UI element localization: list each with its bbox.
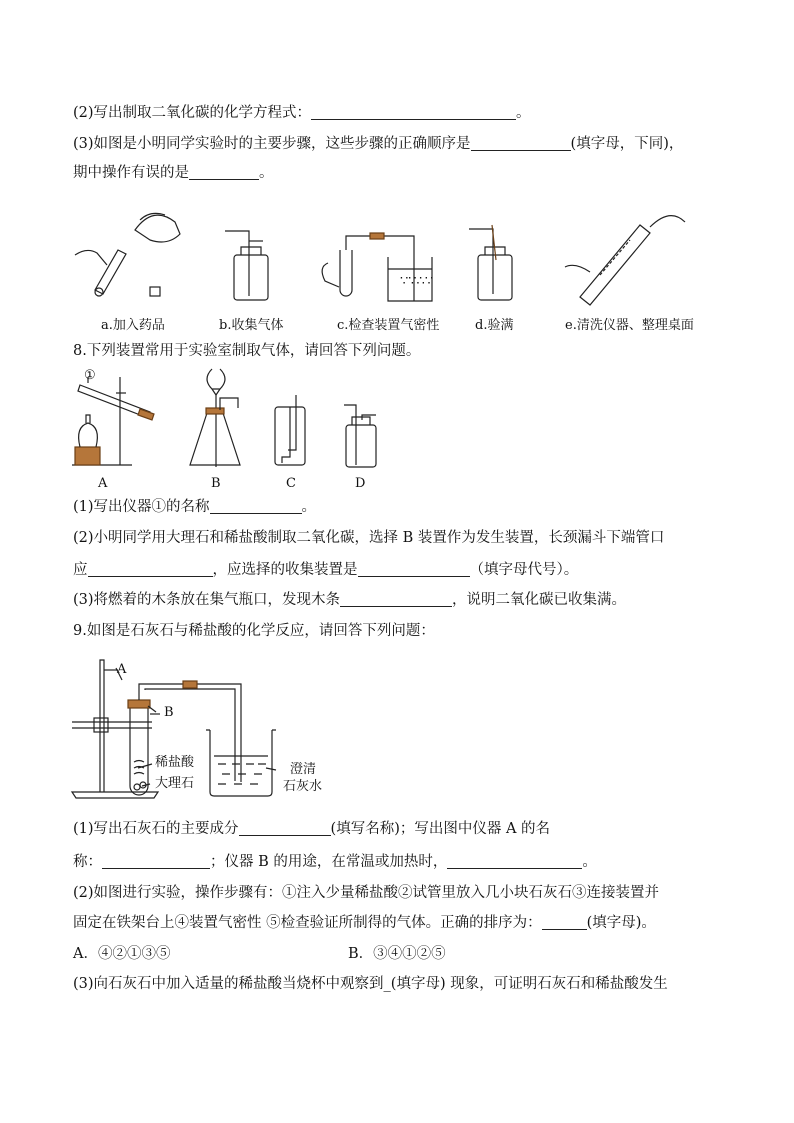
q8-q2b: 应 ，应选择的收集装置是 （填字母代号）。: [73, 562, 579, 578]
q9-q2: (2)如图进行实验，操作步骤有：①注入少量稀盐酸②试管里放入几小块石灰石③连接装置并: [73, 885, 660, 901]
label-b: B: [211, 476, 221, 491]
apparatus-d: [344, 405, 376, 467]
step-caption-a: a.加入药品: [101, 318, 165, 333]
answer-blank-q9-2[interactable]: [542, 914, 587, 930]
fig-label-limewater: 石灰水: [283, 779, 323, 794]
answer-blank-q8-1[interactable]: [210, 498, 302, 514]
label-c: C: [286, 476, 296, 491]
q9-q2b: 固定在铁架台上④装置气密性 ⑤检查验证所制得的气体。正确的排序为： (填字母)。: [73, 915, 656, 931]
step-e-drawing: [565, 216, 685, 305]
step-caption-c: c.检查装置气密性: [337, 318, 440, 333]
q7-line-3b: 期中操作有误的是 。: [73, 165, 274, 181]
answer-blank-q7-3a[interactable]: [471, 135, 571, 151]
fig-label-marble: 大理石: [155, 776, 195, 791]
q9-q1b: 称： ；仪器 B 的用途，在常温或加热时， 。: [73, 854, 597, 870]
step-b-drawing: [225, 231, 268, 300]
q8-q1: (1)写出仪器①的名称 。: [73, 499, 317, 515]
q8-q3: (3)将燃着的木条放在集气瓶口，发现木条 ，说明二氧化碳已收集满。: [73, 592, 627, 608]
q7-steps-figure: [0, 195, 794, 315]
answer-blank-q7-2[interactable]: [311, 104, 516, 120]
q8-apparatus-figure: [0, 365, 794, 475]
step-c-drawing: [322, 233, 433, 301]
step-d-drawing: [469, 225, 512, 300]
fig-label-b: B: [164, 705, 174, 720]
answer-blank-q9-1c[interactable]: [447, 853, 582, 869]
q9-q1: (1)写出石灰石的主要成分 (填写名称)；写出图中仪器 A 的名: [73, 821, 551, 837]
apparatus-a: [72, 377, 154, 465]
answer-blank-q9-1a[interactable]: [239, 820, 331, 836]
answer-blank-q8-2b[interactable]: [358, 561, 470, 577]
answer-blank-q7-3b[interactable]: [189, 164, 259, 180]
q7-line-2: (2)写出制取二氧化碳的化学方程式： 。: [73, 105, 531, 121]
q8-title: 8.下列装置常用于实验室制取气体，请回答下列问题。: [73, 343, 421, 359]
answer-blank-q8-2a[interactable]: [88, 561, 213, 577]
step-caption-b: b.收集气体: [219, 318, 284, 333]
apparatus-b: [190, 369, 240, 467]
q9-option-a[interactable]: A．④②①③⑤: [73, 946, 171, 962]
q8-q2: (2)小明同学用大理石和稀盐酸制取二氧化碳，选择 B 装置作为发生装置，长颈漏斗下端管口: [73, 530, 665, 546]
label-d: D: [355, 476, 366, 491]
fig-label-a: A: [117, 662, 127, 677]
step-caption-d: d.验满: [475, 318, 514, 333]
fig-label-clear: 澄清: [290, 762, 317, 777]
q9-q3: (3)向石灰石中加入适量的稀盐酸当烧杯中观察到_(填字母) 现象，可证明石灰石和稀盐酸发生: [73, 976, 668, 992]
label-a: A: [98, 476, 108, 491]
q9-option-b[interactable]: B．③④①②⑤: [348, 946, 446, 962]
q7-line-3a: (3)如图是小明同学实验时的主要步骤，这些步骤的正确顺序是 (填字母，下同)，: [73, 136, 684, 152]
answer-blank-q9-1b[interactable]: [102, 853, 210, 869]
fig-label-acid: 稀盐酸: [155, 755, 195, 770]
step-a-drawing: [75, 213, 180, 296]
answer-blank-q8-3[interactable]: [340, 591, 452, 607]
step-caption-e: e.清洗仪器、整理桌面: [565, 318, 694, 333]
svg-text:∵∵∴∵: ∵∵∴∵: [400, 274, 434, 289]
apparatus-c: [275, 395, 305, 465]
marker-1: ①: [84, 368, 96, 383]
q9-title: 9.如图是石灰石与稀盐酸的化学反应，请回答下列问题：: [73, 623, 435, 639]
